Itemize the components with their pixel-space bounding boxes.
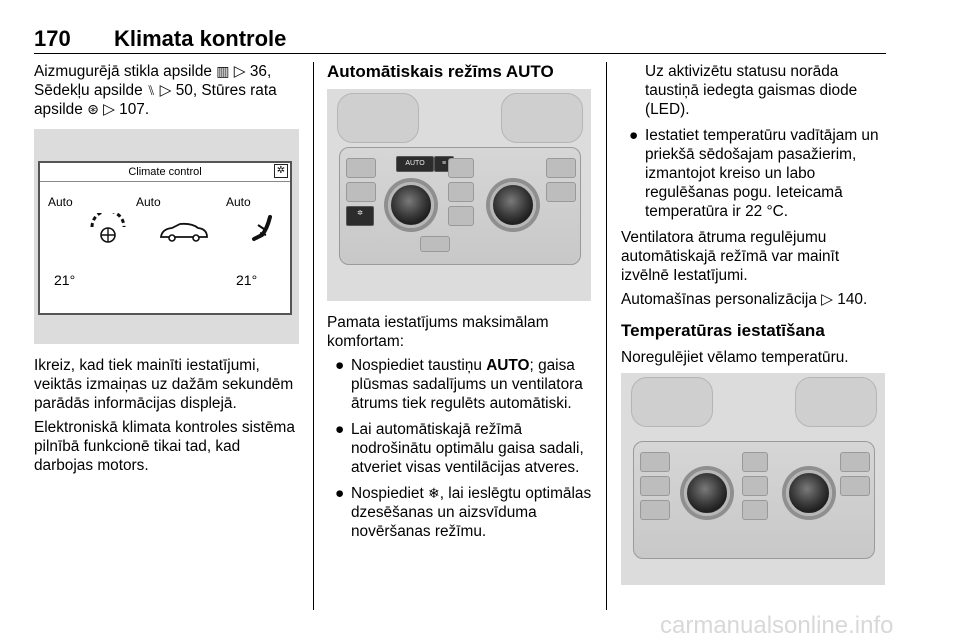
seat-heat-right-button[interactable]: [546, 158, 576, 178]
air-distribution-middle-button[interactable]: [448, 182, 474, 202]
air-distribution-lower-button[interactable]: [742, 500, 768, 520]
car-air-recirculation-icon: [158, 221, 210, 243]
control-panel: [339, 147, 581, 265]
heading-auto-mode: Automātiskais režīms AUTO: [327, 62, 554, 81]
bullet-press-ac: ● Nospiediet ❄, lai ieslēgtu optimālas dzesēšanas un aizsvīduma novēršanas režīmu.: [335, 485, 592, 540]
screen-auto-center: Auto: [136, 195, 161, 209]
bullet-open-vents: ● Lai automātiskajā režīmā nodrošinātu optimālu gaisa sadali, atveriet visas ventilācijas atveres.: [335, 421, 584, 476]
ac-button[interactable]: ✲: [346, 206, 374, 226]
air-distribution-upper-button[interactable]: [448, 158, 474, 178]
column-3: [621, 62, 887, 585]
vent-right: [501, 93, 583, 143]
paragraph-personalization: Automašīnas personalizācija ▷ 140.: [621, 291, 868, 308]
seat-heating-icon: ⑊: [146, 82, 156, 98]
column-divider-2: [606, 62, 607, 610]
bullet-marker: ●: [629, 127, 639, 144]
right-temperature-knob[interactable]: [786, 470, 832, 516]
climate-panel-image-auto: [327, 89, 591, 301]
page-title: Klimata kontrole: [114, 26, 287, 51]
bullet-marker: ●: [335, 357, 345, 374]
seat-air-distribution-icon: [250, 215, 278, 245]
steering-wheel-heating-icon: ⊛: [87, 101, 99, 117]
vent-right: [795, 377, 877, 427]
air-distribution-lower-button[interactable]: [448, 206, 474, 226]
column-divider-1: [313, 62, 314, 610]
climate-display-image: [34, 129, 299, 344]
rear-heat-button[interactable]: [640, 476, 670, 496]
fan-icon: [88, 213, 128, 245]
vent-left: [631, 377, 713, 427]
climate-panel-image-temperature: [621, 373, 885, 585]
bullet-marker: ●: [335, 421, 345, 438]
climate-display-screen: [38, 161, 292, 315]
right-temperature-knob[interactable]: [490, 182, 536, 228]
column-1: [34, 62, 299, 480]
left-temperature-knob[interactable]: [684, 470, 730, 516]
auto-button-indicator: ≡: [434, 156, 454, 172]
control-panel: [633, 441, 875, 559]
front-defrost-button[interactable]: [546, 182, 576, 202]
heading-temperature-setting: Temperatūras iestatīšana: [621, 321, 825, 340]
ac-button[interactable]: [640, 500, 670, 520]
footer-watermark: carmanualsonline.info: [660, 612, 894, 639]
page-number: 170: [34, 26, 71, 51]
screen-auto-right: Auto: [226, 195, 251, 209]
bullet-press-auto: ● Nospiediet taustiņu AUTO; gaisa plūsmas sadalījums un ventilatora ātrums tiek regulēts automātiski.: [335, 357, 583, 412]
seat-heat-left-button[interactable]: [640, 452, 670, 472]
air-distribution-middle-button[interactable]: [742, 476, 768, 496]
paragraph-engine-running: Elektroniskā klimata kontroles sistēma pilnībā funkcionē tikai tad, kad darbojas motors.: [34, 419, 295, 474]
bullet-marker: ●: [335, 485, 345, 502]
snowflake-icon: ❄: [428, 485, 440, 501]
screen-title: Climate control: [40, 163, 290, 182]
paragraph-adjust-temperature: Noregulējiet vēlamo temperatūru.: [621, 349, 849, 366]
seat-heat-left-button[interactable]: [346, 158, 376, 178]
screen-auto-left: Auto: [48, 195, 73, 209]
auto-button[interactable]: AUTO: [396, 156, 434, 172]
recirculation-button[interactable]: [420, 236, 450, 252]
paragraph-fan-speed: Ventilatora ātruma regulējumu automātiskajā režīmā var mainīt izvēlnē Iestatījumi.: [621, 229, 840, 284]
screen-left-temperature: 21°: [54, 272, 76, 288]
bullet-set-temperature: ● Iestatiet temperatūru vadītājam un priekšā sēdošajam pasažierim, izmantojot kreiso un labo regulēšanas pogu. Ieteicamā temperatūra ir 22 °C.: [629, 127, 879, 220]
settings-gear-icon: ✲: [274, 164, 288, 178]
vent-left: [337, 93, 419, 143]
page-header: [34, 26, 886, 54]
paragraph-settings-change: Ikreiz, kad tiek mainīti iestatījumi, veiktās izmaiņas uz dažām sekundēm parādās informācijas displejā.: [34, 357, 294, 412]
rear-heat-button[interactable]: [346, 182, 376, 202]
seat-heat-right-button[interactable]: [840, 452, 870, 472]
front-defrost-button[interactable]: [840, 476, 870, 496]
air-distribution-upper-button[interactable]: [742, 452, 768, 472]
screen-right-temperature: 21°: [236, 272, 258, 288]
left-temperature-knob[interactable]: [388, 182, 434, 228]
rear-window-heating-icon: ▥: [216, 63, 230, 79]
paragraph-basic-setting: Pamata iestatījums maksimālam komfortam:: [327, 314, 549, 350]
column-2: [327, 62, 593, 548]
intro-paragraph: Aizmugurējā stikla apsilde ▥ ▷ 36, Sēdekļu apsilde ⑊ ▷ 50, Stūres rata apsilde ⊛ ▷ 107.: [34, 63, 277, 118]
bullet-continuation-led: Uz aktivizētu statusu norāda taustiņā iedegta gaismas diode (LED).: [645, 63, 858, 118]
